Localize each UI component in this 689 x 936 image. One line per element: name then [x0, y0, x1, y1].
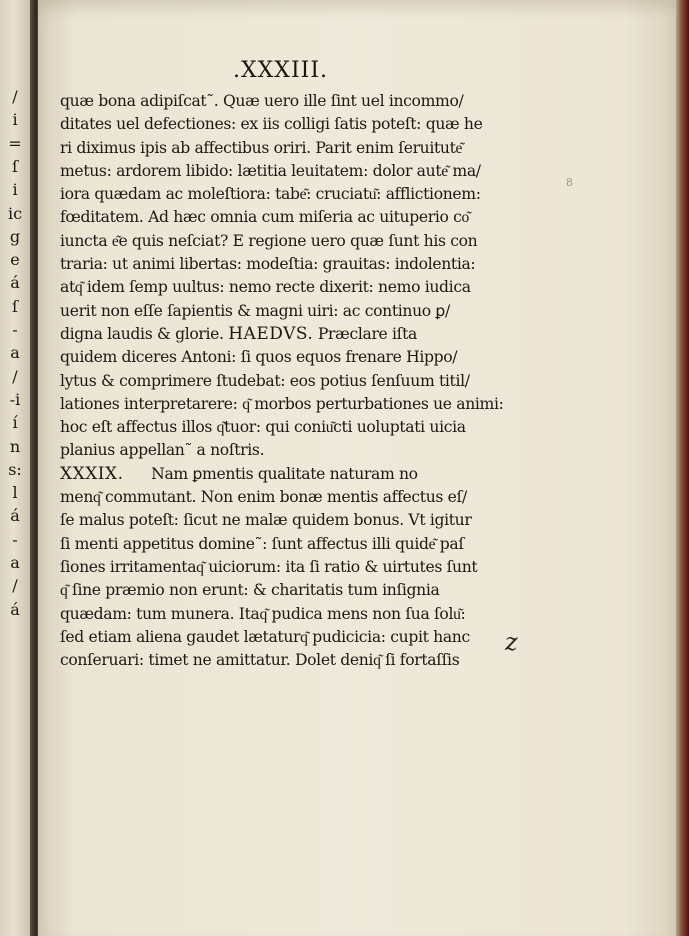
text-line — [60, 113, 486, 136]
left-page-glyph: - — [12, 529, 18, 549]
text-segment: digna laudis & glorie. — [60, 324, 229, 343]
text-segment: quædam: tum munera. Itaq͂ pudica mens non ſua ſolu͂: — [60, 604, 466, 623]
text-line — [60, 183, 486, 206]
left-page-glyph: - — [12, 320, 18, 339]
text-line — [60, 393, 504, 416]
folio-number — [0, 58, 689, 83]
left-page-glyph: á — [10, 506, 20, 526]
text-segment: hoc eſt affectus illos q͂tuor: qui coniu͂cti uoluptati uicia — [60, 418, 466, 437]
text-segment: ri diximus ipis ab affectibus oriri. Parit enim ſeruitute͂ — [60, 138, 463, 157]
corner-mark: 8 — [566, 176, 573, 189]
text-line — [60, 533, 486, 556]
left-page-glyph: i — [12, 180, 18, 200]
text-line — [60, 160, 486, 183]
left-page-glyph: = — [8, 133, 22, 153]
text-line — [60, 649, 486, 672]
text-line — [60, 90, 486, 113]
text-segment: quidem diceres Antoni: ſi quos equos frenare Hippo/ — [60, 348, 458, 367]
text-segment: ſiones irritamentaq͂ uiciorum: ita ſi ratio & uirtutes ſunt — [60, 557, 478, 576]
text-segment: traria: ut animi libertas: modeſtia: grauitas: indolentia: — [60, 255, 476, 274]
left-page-glyphs — [0, 88, 30, 708]
heading-word: HAEDVS. — [228, 323, 314, 344]
body-text — [60, 90, 504, 672]
left-page-glyph: ic — [7, 203, 23, 223]
left-page-glyph: a — [10, 343, 20, 363]
left-page-glyph: n — [9, 436, 21, 456]
left-page-glyph: ſ — [12, 156, 18, 176]
text-line — [60, 509, 486, 532]
text-segment: Nam ꝑmentis qualitate naturam no — [123, 464, 418, 483]
left-page-glyph: á — [10, 273, 20, 293]
text-line — [60, 603, 486, 626]
text-segment: ſe malus poteſt: ſicut ne malæ quidem bonus. Vt igitur — [60, 511, 472, 530]
text-segment: ſed etiam aliena gaudet lætaturq͂ pudicicia: cupit hanc — [60, 627, 470, 646]
text-segment: planius appellan˜ a noſtris. — [60, 441, 265, 460]
text-line — [60, 416, 486, 439]
text-segment: q͂ ſine præmio non erunt: & charitatis tum inſignia — [60, 581, 440, 600]
text-line — [60, 439, 486, 462]
text-segment: fœditatem. Ad hæc omnia cum miſeria ac uituperio co͂ — [60, 208, 469, 227]
left-page-glyph: / — [12, 576, 18, 596]
text-segment: ditates uel defectiones: ex iis colligi ſatis poteſt: quæ he — [60, 115, 483, 134]
text-line — [60, 206, 486, 229]
text-line — [60, 230, 486, 253]
text-line — [60, 626, 486, 649]
text-segment: lytus & comprimere ſtudebat: eos potius ſenſuum titil/ — [60, 371, 470, 390]
left-page-glyph: / — [12, 87, 18, 106]
left-page-glyph: í — [12, 413, 18, 433]
text-line — [60, 486, 486, 509]
left-page-glyph: l — [12, 483, 18, 503]
text-segment: iuncta e͂e quis neſciat? E regione uero quæ ſunt his con — [60, 231, 478, 250]
text-line — [60, 323, 486, 346]
left-page-glyph: e — [10, 250, 20, 270]
left-page-glyph: g — [9, 226, 21, 246]
left-page-glyph: s: — [8, 459, 22, 479]
text-segment: Præclare iſta — [313, 324, 417, 343]
text-line — [60, 579, 486, 602]
text-line — [60, 556, 486, 579]
text-segment: ſi menti appetitus domine˜: ſunt affectus illi quide͂ paſ — [60, 534, 464, 553]
text-segment: atq͂ idem ſemp uultus: nemo recte dixerit: nemo iudica — [60, 278, 471, 297]
left-page-glyph: / — [12, 366, 18, 386]
folio-text: .XXXIII. — [232, 58, 329, 83]
text-segment: quæ bona adipiſcat˜. Quæ uero ille ſint uel incommo/ — [60, 92, 464, 110]
text-line — [60, 370, 486, 393]
text-segment: conſeruari: timet ne amittatur. Dolet deniq͂ ſi fortaſſis — [60, 651, 460, 670]
heading-word: XXXIX. — [60, 463, 124, 484]
margin-note: z — [505, 628, 518, 656]
text-line — [60, 253, 486, 276]
text-segment: uerit non eſſe ſapientis & magni uiri: ac continuo ꝑ/ — [60, 301, 450, 320]
left-page-glyph: a — [10, 553, 20, 572]
text-line — [60, 346, 486, 369]
text-segment: lationes interpretarere: q͂ morbos perturbationes ue animi: — [60, 394, 504, 413]
text-line — [60, 463, 486, 486]
left-page-glyph: á — [10, 599, 20, 619]
text-line — [60, 300, 486, 323]
left-page-glyph: -i — [9, 389, 21, 409]
text-line — [60, 137, 486, 160]
text-line — [60, 276, 486, 299]
left-page-glyph: i — [12, 110, 18, 130]
text-segment: metus: ardorem libido: lætitia leuitatem: dolor aute͂ ma/ — [60, 161, 481, 180]
left-page-glyph: ſ — [12, 296, 18, 316]
text-segment: menq͂ commutant. Non enim bonæ mentis affectus eſ/ — [60, 488, 467, 507]
right-page-edge — [676, 0, 689, 936]
text-segment: iora quædam ac moleſtiora: tabe͂: cruciatu͂: afflictionem: — [60, 185, 481, 204]
